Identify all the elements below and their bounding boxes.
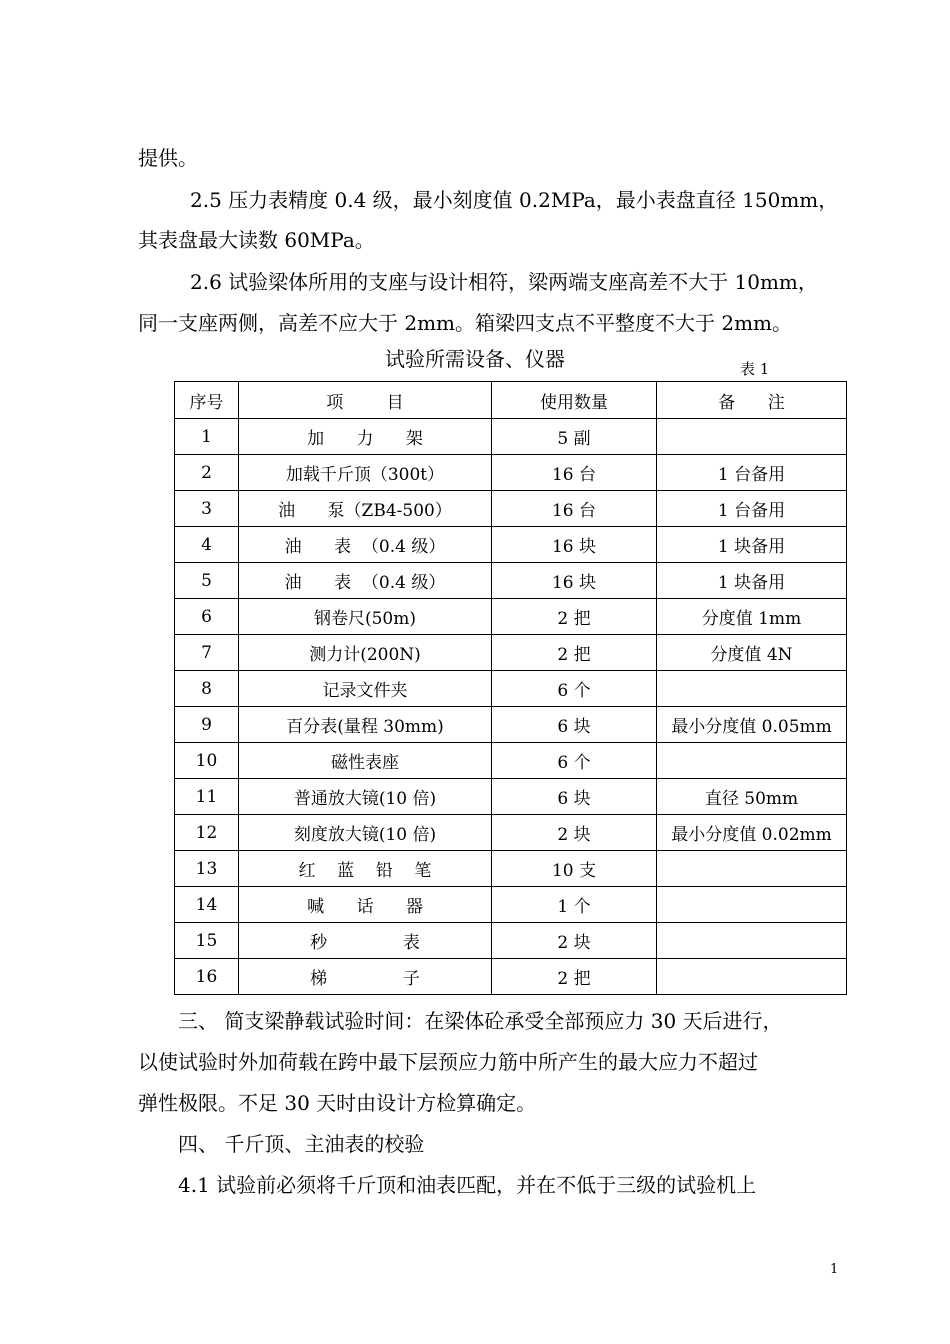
- cell-remarks: 1 台备用: [657, 491, 847, 527]
- header-item: 项 目: [239, 382, 492, 419]
- paragraph-2-6-line-2: 同一支座两侧，高差不应大于 2mm。箱梁四支点不平整度不大于 2mm。: [138, 311, 793, 335]
- paragraph-continuation: 提供。: [138, 146, 198, 170]
- cell-item: 喊 话 器: [239, 887, 492, 923]
- cell-index: 9: [175, 707, 239, 743]
- table-row: [175, 707, 847, 743]
- cell-item: 油 泵（ZB4-500）: [239, 491, 492, 527]
- cell-quantity: 16 块: [492, 527, 657, 563]
- cell-remarks: 分度值 1mm: [657, 599, 847, 635]
- cell-index: 1: [175, 419, 239, 455]
- cell-quantity: 6 块: [492, 707, 657, 743]
- table-row: [175, 635, 847, 671]
- table-row: [175, 743, 847, 779]
- section-4-heading: 四、 千斤顶、主油表的校验: [178, 1132, 425, 1156]
- paragraph-section-3-line-1: 三、 简支梁静载试验时间：在梁体砼承受全部预应力 30 天后进行，: [178, 1009, 783, 1033]
- header-remarks: 备 注: [657, 382, 847, 419]
- table-row: [175, 491, 847, 527]
- paragraph-section-3-line-3: 弹性极限。不足 30 天时由设计方检算确定。: [138, 1091, 537, 1115]
- cell-remarks: [657, 923, 847, 959]
- cell-quantity: 2 块: [492, 815, 657, 851]
- cell-quantity: 2 把: [492, 959, 657, 995]
- table-row: [175, 959, 847, 995]
- table-row: [175, 671, 847, 707]
- cell-quantity: 5 副: [492, 419, 657, 455]
- cell-index: 13: [175, 851, 239, 887]
- table-row: [175, 455, 847, 491]
- cell-item: 红 蓝 铅 笔: [239, 851, 492, 887]
- cell-item: 刻度放大镜(10 倍): [239, 815, 492, 851]
- table-header-row: [175, 382, 847, 419]
- paragraph-2-5-line-1: 2.5 压力表精度 0.4 级，最小刻度值 0.2MPa，最小表盘直径 150mm，: [190, 188, 839, 212]
- cell-quantity: 16 台: [492, 491, 657, 527]
- cell-remarks: 最小分度值 0.02mm: [657, 815, 847, 851]
- cell-quantity: 16 块: [492, 563, 657, 599]
- paragraph-2-5-line-2: 其表盘最大读数 60MPa。: [138, 228, 375, 252]
- cell-index: 10: [175, 743, 239, 779]
- cell-item: 油 表 （0.4 级）: [239, 563, 492, 599]
- cell-item: 磁性表座: [239, 743, 492, 779]
- cell-remarks: 最小分度值 0.05mm: [657, 707, 847, 743]
- table-row: [175, 887, 847, 923]
- cell-item: 梯 子: [239, 959, 492, 995]
- cell-remarks: 直径 50mm: [657, 779, 847, 815]
- cell-item: 加 力 架: [239, 419, 492, 455]
- header-index: 序号: [175, 382, 239, 419]
- cell-remarks: [657, 851, 847, 887]
- cell-quantity: 10 支: [492, 851, 657, 887]
- cell-index: 15: [175, 923, 239, 959]
- cell-index: 6: [175, 599, 239, 635]
- paragraph-4-1: 4.1 试验前必须将千斤顶和油表匹配，并在不低于三级的试验机上: [178, 1173, 757, 1197]
- cell-remarks: 分度值 4N: [657, 635, 847, 671]
- cell-quantity: 1 个: [492, 887, 657, 923]
- cell-index: 2: [175, 455, 239, 491]
- cell-index: 14: [175, 887, 239, 923]
- paragraph-section-3-line-2: 以使试验时外加荷载在跨中最下层预应力筋中所产生的最大应力不超过: [138, 1050, 758, 1074]
- cell-quantity: 6 个: [492, 743, 657, 779]
- equipment-table: [174, 381, 847, 995]
- cell-remarks: [657, 671, 847, 707]
- cell-item: 加载千斤顶（300t）: [239, 455, 492, 491]
- cell-quantity: 2 把: [492, 635, 657, 671]
- table-row: [175, 599, 847, 635]
- cell-index: 8: [175, 671, 239, 707]
- cell-index: 5: [175, 563, 239, 599]
- cell-remarks: [657, 419, 847, 455]
- page-number: 1: [830, 1262, 839, 1277]
- table-row: [175, 563, 847, 599]
- cell-index: 7: [175, 635, 239, 671]
- table-row: [175, 851, 847, 887]
- cell-index: 4: [175, 527, 239, 563]
- cell-remarks: [657, 887, 847, 923]
- table-row: [175, 815, 847, 851]
- table-number: 表 1: [740, 360, 770, 378]
- cell-item: 钢卷尺(50m): [239, 599, 492, 635]
- cell-quantity: 6 个: [492, 671, 657, 707]
- cell-index: 16: [175, 959, 239, 995]
- table-caption: 试验所需设备、仪器: [385, 347, 565, 371]
- cell-remarks: 1 台备用: [657, 455, 847, 491]
- cell-quantity: 2 块: [492, 923, 657, 959]
- cell-quantity: 16 台: [492, 455, 657, 491]
- cell-item: 百分表(量程 30mm): [239, 707, 492, 743]
- paragraph-2-6-line-1: 2.6 试验梁体所用的支座与设计相符，梁两端支座高差不大于 10mm，: [190, 270, 818, 294]
- cell-remarks: 1 块备用: [657, 527, 847, 563]
- cell-index: 12: [175, 815, 239, 851]
- cell-remarks: [657, 743, 847, 779]
- cell-remarks: [657, 959, 847, 995]
- table-row: [175, 779, 847, 815]
- table-body: [175, 419, 847, 995]
- cell-item: 秒 表: [239, 923, 492, 959]
- cell-quantity: 2 把: [492, 599, 657, 635]
- cell-index: 11: [175, 779, 239, 815]
- cell-item: 油 表 （0.4 级）: [239, 527, 492, 563]
- cell-item: 记录文件夹: [239, 671, 492, 707]
- table-row: [175, 923, 847, 959]
- table-row: [175, 419, 847, 455]
- cell-quantity: 6 块: [492, 779, 657, 815]
- cell-index: 3: [175, 491, 239, 527]
- cell-item: 普通放大镜(10 倍): [239, 779, 492, 815]
- cell-remarks: 1 块备用: [657, 563, 847, 599]
- header-quantity: 使用数量: [492, 382, 657, 419]
- cell-item: 测力计(200N): [239, 635, 492, 671]
- table-row: [175, 527, 847, 563]
